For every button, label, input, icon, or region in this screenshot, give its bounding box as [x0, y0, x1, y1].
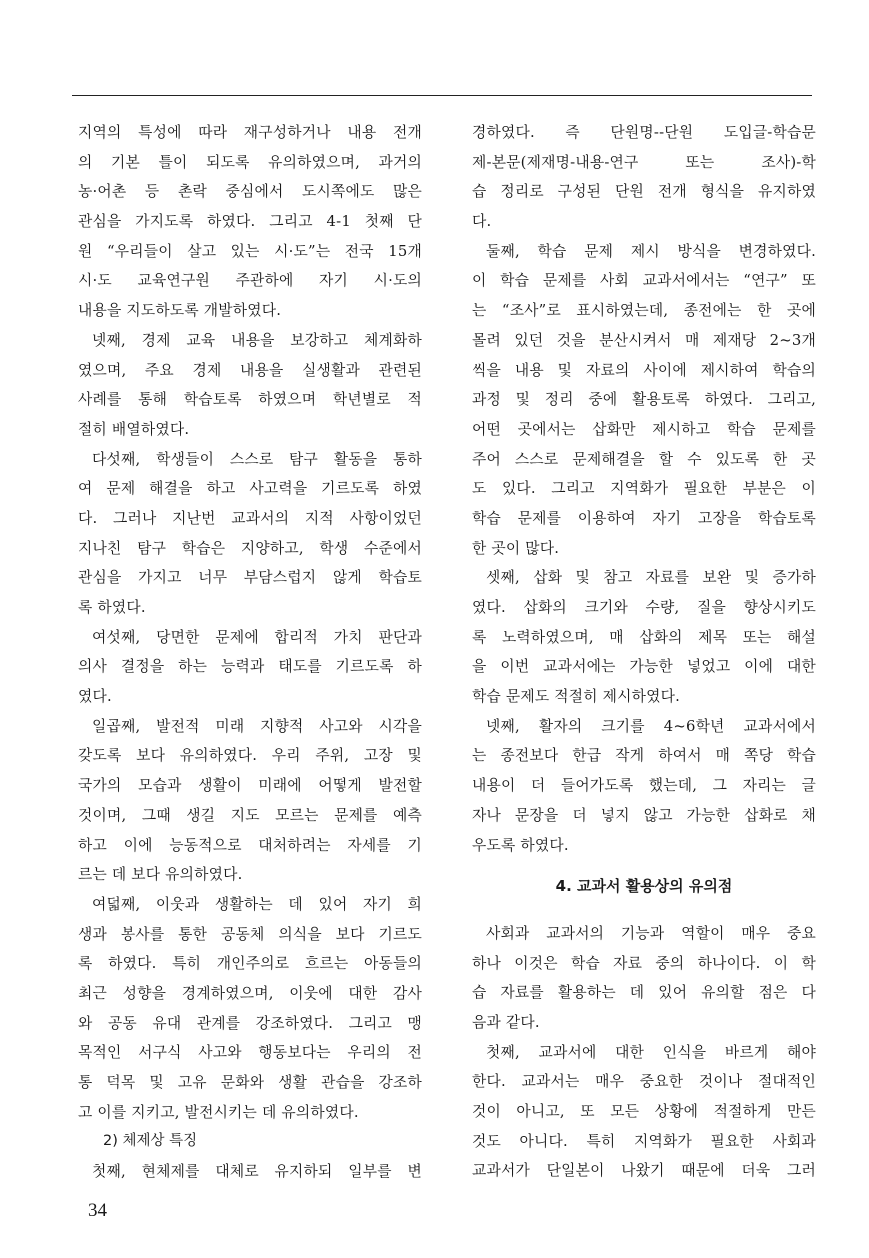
text-line: 몰려 있던 것을 분산시켜서 매 제재당 2~3개 [472, 331, 816, 349]
text-line: 록 노력하였으며, 매 삽화의 제목 또는 해설 [472, 628, 816, 646]
text-line: 학습 문제를 이용하여 자기 고장을 학습토록 [472, 509, 816, 527]
text-line: 첫째, 현체제를 대체로 유지하되 일부를 변 [92, 1163, 422, 1181]
text-line: 고 이를 지키고, 발전시키는 데 유의하였다. [78, 1103, 359, 1121]
text-line: 갖도록 보다 유의하였다. 우리 주위, 고장 및 [78, 747, 422, 765]
text-line: 록 하였다. 특히 개인주의로 흐르는 아동들의 [78, 955, 422, 973]
text-line: 의사 결정을 하는 능력과 태도를 기르도록 하 [78, 658, 422, 676]
text-line: 둘째, 학습 문제 제시 방식을 변경하였다. [486, 242, 816, 260]
text-line: 제-본문(제재명-내용-연구 또는 조사)-학 [472, 153, 816, 171]
text-line: 여 문제 해결을 하고 사고력을 기르도록 하였 [78, 480, 422, 498]
text-line: 일곱째, 발전적 미래 지향적 사고와 시각을 [92, 717, 422, 735]
text-line: 과정 및 정리 중에 활용토록 하였다. 그리고, [472, 391, 816, 409]
text-line: 르는 데 보다 유의하였다. [78, 866, 243, 884]
text-line: 는 “조사”로 표시하였는데, 종전에는 한 곳에 [472, 302, 816, 320]
text-line: 넷째, 경제 교육 내용을 보강하고 체계화하 [92, 331, 422, 349]
text-line: 하고 이에 능동적으로 대처하려는 자세를 기 [78, 836, 422, 854]
text-line: 하나 이것은 학습 자료 중의 하나이다. 이 학 [472, 954, 816, 972]
text-line: 다. [472, 213, 492, 231]
text-line: 습 정리로 구성된 단원 전개 형식을 유지하였 [472, 183, 816, 201]
text-line: 여덟째, 이웃과 생활하는 데 있어 자기 희 [92, 895, 422, 913]
section-heading: 4. 교과서 활용상의 유의점 [555, 877, 733, 896]
text-line: 한 곳이 많다. [472, 539, 560, 557]
text-line: 음과 같다. [472, 1013, 540, 1031]
top-rule [72, 95, 812, 96]
text-line: 관심을 가지도록 하였다. 그리고 4-1 첫째 단 [78, 213, 422, 231]
right-column [472, 118, 816, 1186]
text-line: 였다. [78, 688, 112, 706]
text-line: 였다. 삽화의 크기와 수량, 질을 향상시키도 [472, 599, 816, 616]
text-line: 는 종전보다 한급 작게 하여서 매 쪽당 학습 [472, 747, 816, 765]
text-line: 교과서가 단일본이 나왔기 때문에 더욱 그러 [472, 1162, 816, 1180]
text-line: 도 있다. 그리고 지역화가 필요한 부분은 이 [472, 480, 816, 498]
text-line: 국가의 모습과 생활이 미래에 어떻게 발전할 [78, 777, 422, 795]
text-line: 와 공동 유대 관계를 강조하였다. 그리고 맹 [78, 1014, 422, 1032]
text-line: 자나 문장을 더 넣지 않고 가능한 삽화로 채 [472, 806, 816, 824]
subheading: 2) 체제상 특징 [103, 1133, 198, 1150]
text-line: 원 “우리들이 살고 있는 시·도”는 전국 15개 [78, 242, 422, 260]
text-line: 주어 스스로 문제해결을 할 수 있도록 한 곳 [472, 450, 816, 468]
text-line: 습 자료를 활용하는 데 있어 유의할 점은 다 [472, 984, 816, 1002]
text-line: 최근 성향을 경계하였으며, 이웃에 대한 감사 [78, 984, 422, 1002]
text-line: 절히 배열하였다. [78, 420, 190, 438]
page-number: 34 [88, 1200, 107, 1221]
text-line: 셋째, 삽화 및 참고 자료를 보완 및 증가하 [486, 569, 816, 587]
text-line: 어떤 곳에서는 삽화만 제시하고 학습 문제를 [472, 420, 816, 438]
text-line: 우도록 하였다. [472, 836, 569, 854]
text-line: 한다. 교과서는 매우 중요한 것이나 절대적인 [472, 1073, 816, 1091]
text-line: 넷째, 활자의 크기를 4~6학년 교과서에서 [486, 717, 816, 735]
text-line: 씩을 내용 및 자료의 사이에 제시하여 학습의 [472, 361, 816, 379]
text-line: 것도 아니다. 특히 지역화가 필요한 사회과 [472, 1132, 816, 1150]
text-line: 첫째, 교과서에 대한 인식을 바르게 해야 [486, 1043, 816, 1061]
text-line: 통 덕목 및 고유 문화와 생활 관습을 강조하 [78, 1074, 422, 1091]
text-line: 다섯째, 학생들이 스스로 탐구 활동을 통하 [92, 450, 422, 468]
text-line: 시·도 교육연구원 주관하에 자기 시·도의 [78, 272, 422, 290]
text-line: 목적인 서구식 사고와 행동보다는 우리의 전 [78, 1044, 422, 1062]
text-line: 록 하였다. [78, 599, 146, 616]
left-column [78, 118, 422, 1187]
text-line: 것이며, 그때 생길 지도 모르는 문제를 예측 [78, 806, 422, 824]
text-line: 내용을 지도하도록 개발하였다. [78, 302, 282, 320]
text-line: 지역의 특성에 따라 재구성하거나 내용 전개 [78, 124, 422, 141]
text-line: 관심을 가지고 너무 부담스럽지 않게 학습토 [78, 569, 422, 587]
text-line: 사회과 교과서의 기능과 역할이 매우 중요 [486, 924, 816, 942]
text-line: 학습 문제도 적절히 제시하였다. [472, 688, 681, 706]
text-line: 지나친 탐구 학습은 지양하고, 학생 수준에서 [78, 539, 422, 557]
text-line: 의 기본 틀이 되도록 유의하였으며, 과거의 [78, 153, 422, 171]
text-line: 것이 아니고, 또 모든 상황에 적절하게 만든 [472, 1103, 816, 1120]
text-line: 사례를 통해 학습토록 하였으며 학년별로 적 [78, 391, 422, 409]
text-line: 였으며, 주요 경제 내용을 실생활과 관련된 [78, 361, 422, 379]
text-line: 농·어촌 등 촌락 중심에서 도시쪽에도 많은 [78, 183, 422, 201]
text-line: 경하였다. 즉 단원명--단원 도입글-학습문 [472, 124, 816, 141]
text-line: 이 학습 문제를 사회 교과서에서는 “연구” 또 [472, 272, 816, 290]
text-line: 내용이 더 들어가도록 했는데, 그 자리는 글 [472, 777, 816, 795]
text-line: 다. 그러나 지난번 교과서의 지적 사항이었던 [78, 509, 422, 527]
text-line: 여섯째, 당면한 문제에 합리적 가치 판단과 [92, 628, 422, 646]
text-line: 생과 봉사를 통한 공동체 의식을 보다 기르도 [78, 925, 422, 943]
text-line: 을 이번 교과서에는 가능한 넣었고 이에 대한 [472, 658, 816, 676]
